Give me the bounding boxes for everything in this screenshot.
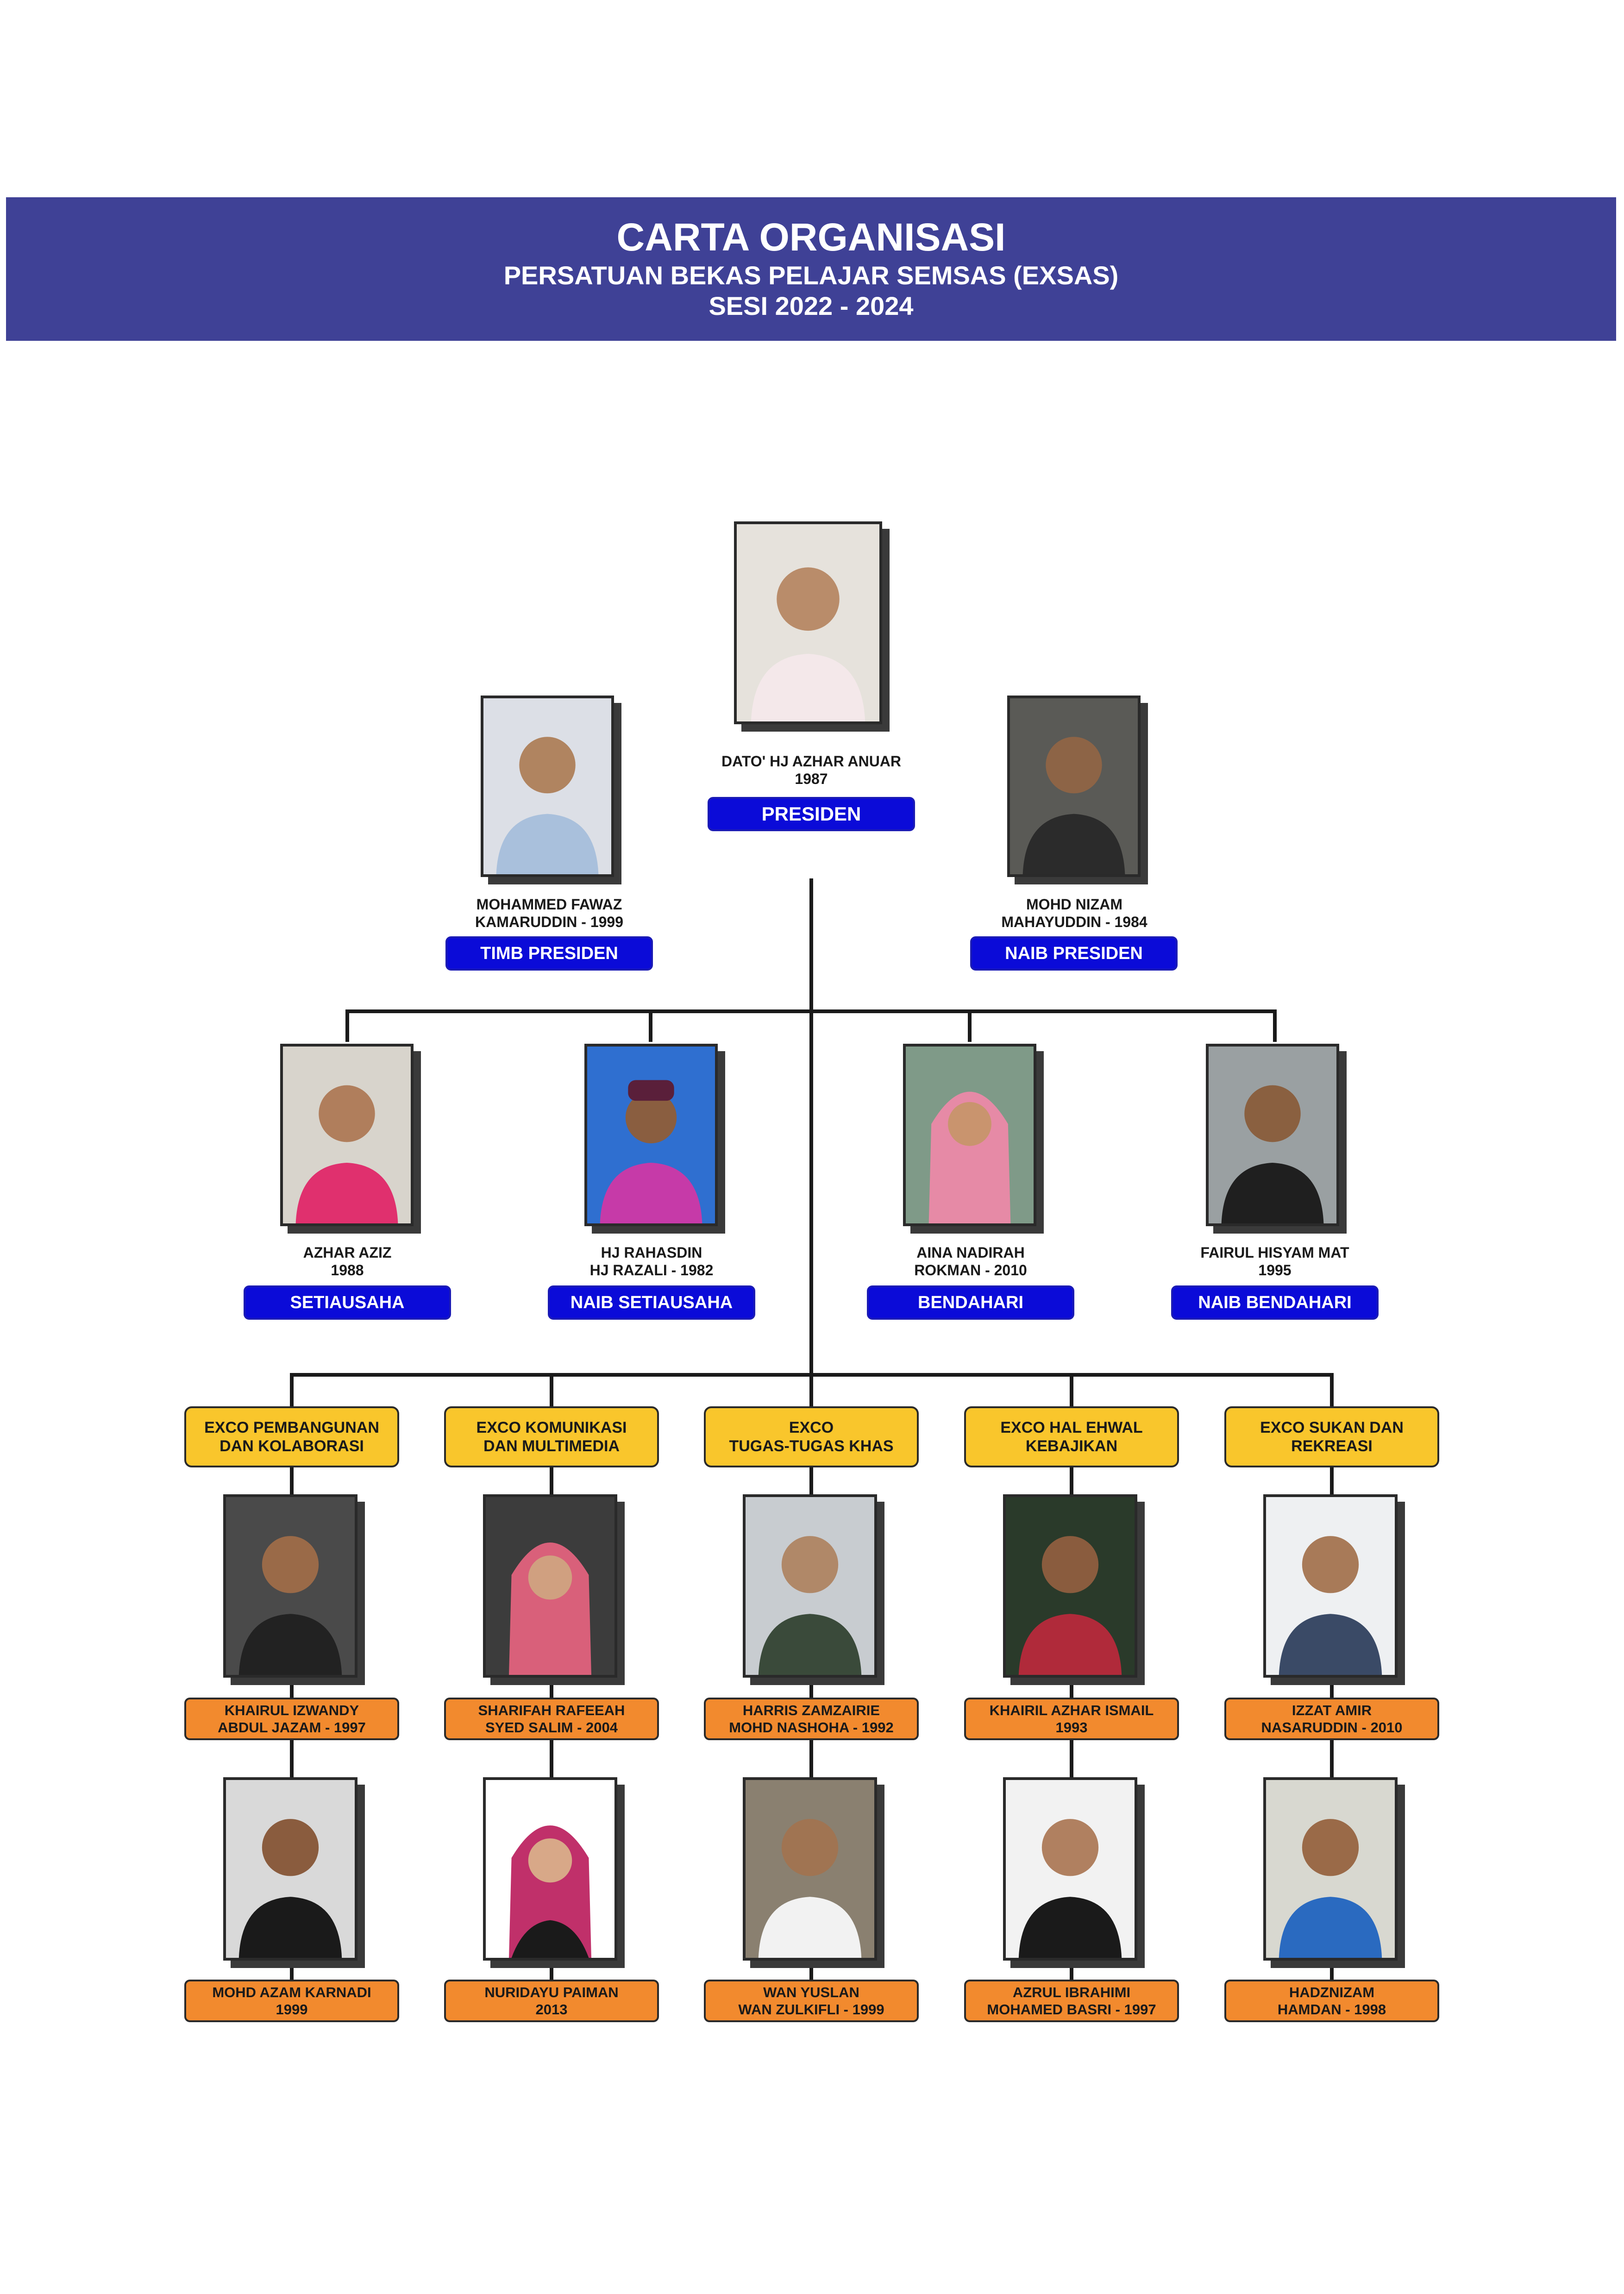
deputy-president-name: MOHAMMED FAWAZ KAMARUDDIN - 1999 (475, 896, 624, 930)
exco-drop-1 (290, 1373, 294, 1406)
exco-member-photo (223, 1494, 357, 1678)
exco-member-photo (223, 1777, 357, 1961)
portrait-placeholder-icon (483, 698, 611, 874)
exco-member-label: MOHD AZAM KARNADI 1999 (184, 1980, 399, 2022)
deputy-president-photo (481, 696, 614, 877)
deputy-president-role-badge: TIMB PRESIDEN (445, 936, 653, 971)
officer-role-badge: NAIB BENDAHARI (1171, 1285, 1379, 1320)
officer-drop-1 (345, 1009, 349, 1042)
exco-member-label: KHAIRUL IZWANDY ABDUL JAZAM - 1997 (184, 1698, 399, 1740)
officer-drop-3 (968, 1009, 972, 1042)
portrait-placeholder-icon (1266, 1497, 1395, 1675)
officers-bar (345, 1009, 1277, 1013)
exco-member-label: AZRUL IBRAHIMI MOHAMED BASRI - 1997 (964, 1980, 1179, 2022)
portrait-placeholder-icon (1006, 1497, 1135, 1675)
portrait-placeholder-icon (587, 1047, 715, 1223)
president-name: DATO' HJ AZHAR ANUAR 1987 (721, 753, 902, 787)
exco-member-photo (1003, 1777, 1137, 1961)
chart-title: CARTA ORGANISASI (616, 215, 1006, 259)
president-role-badge: PRESIDEN (708, 797, 915, 831)
exco-member-photo (1263, 1494, 1398, 1678)
officer-name: HJ RAHASDIN HJ RAZALI - 1982 (589, 1244, 714, 1279)
exco-member-label: SHARIFAH RAFEEAH SYED SALIM - 2004 (444, 1698, 659, 1740)
exco-member-label: KHAIRIL AZHAR ISMAIL 1993 (964, 1698, 1179, 1740)
portrait-placeholder-icon (486, 1780, 614, 1958)
exco-member-photo (743, 1494, 877, 1678)
exco-drop-5 (1330, 1373, 1334, 1406)
vice-president-photo (1007, 696, 1141, 877)
officer-name: FAIRUL HISYAM MAT 1995 (1200, 1244, 1349, 1279)
organization-name: PERSATUAN BEKAS PELAJAR SEMSAS (EXSAS) (503, 261, 1119, 290)
trunk-line (809, 878, 813, 1377)
officer-drop-2 (649, 1009, 652, 1042)
officer-photo (584, 1044, 718, 1226)
exco-drop-3 (809, 1373, 813, 1406)
exco-member-label: IZZAT AMIR NASARUDDIN - 2010 (1224, 1698, 1439, 1740)
officer-name: AZHAR AZIZ 1988 (303, 1244, 392, 1279)
portrait-placeholder-icon (746, 1780, 874, 1958)
officer-name: AINA NADIRAH ROKMAN - 2010 (914, 1244, 1027, 1279)
portrait-placeholder-icon (283, 1047, 411, 1223)
portrait-placeholder-icon (1266, 1780, 1395, 1958)
exco-drop-4 (1070, 1373, 1073, 1406)
portrait-placeholder-icon (1209, 1047, 1336, 1223)
exco-box: EXCO SUKAN DAN REKREASI (1224, 1406, 1439, 1467)
header-banner (6, 197, 1616, 341)
exco-member-photo (743, 1777, 877, 1961)
portrait-placeholder-icon (226, 1497, 355, 1675)
officer-role-badge: SETIAUSAHA (244, 1285, 451, 1320)
officer-role-badge: BENDAHARI (867, 1285, 1074, 1320)
officer-photo (280, 1044, 414, 1226)
officer-drop-4 (1273, 1009, 1277, 1042)
president-photo (734, 521, 882, 724)
exco-drop-2 (550, 1373, 553, 1406)
session-label: SESI 2022 - 2024 (709, 291, 914, 320)
officer-photo (1206, 1044, 1339, 1226)
exco-member-label: HARRIS ZAMZAIRIE MOHD NASHOHA - 1992 (704, 1698, 919, 1740)
exco-member-photo (1263, 1777, 1398, 1961)
exco-box: EXCO HAL EHWAL KEBAJIKAN (964, 1406, 1179, 1467)
exco-member-label: NURIDAYU PAIMAN 2013 (444, 1980, 659, 2022)
exco-box: EXCO TUGAS-TUGAS KHAS (704, 1406, 919, 1467)
portrait-placeholder-icon (906, 1047, 1034, 1223)
portrait-placeholder-icon (226, 1780, 355, 1958)
exco-member-label: HADZNIZAM HAMDAN - 1998 (1224, 1980, 1439, 2022)
exco-member-label: WAN YUSLAN WAN ZULKIFLI - 1999 (704, 1980, 919, 2022)
exco-box: EXCO PEMBANGUNAN DAN KOLABORASI (184, 1406, 399, 1467)
vice-president-role-badge: NAIB PRESIDEN (970, 936, 1178, 971)
portrait-placeholder-icon (1006, 1780, 1135, 1958)
officer-photo (903, 1044, 1036, 1226)
portrait-placeholder-icon (486, 1497, 614, 1675)
portrait-placeholder-icon (746, 1497, 874, 1675)
exco-member-photo (1003, 1494, 1137, 1678)
vice-president-name: MOHD NIZAM MAHAYUDDIN - 1984 (1001, 896, 1147, 930)
exco-member-photo (483, 1777, 617, 1961)
portrait-placeholder-icon (1010, 698, 1138, 874)
exco-box: EXCO KOMUNIKASI DAN MULTIMEDIA (444, 1406, 659, 1467)
exco-member-photo (483, 1494, 617, 1678)
officer-role-badge: NAIB SETIAUSAHA (548, 1285, 755, 1320)
portrait-placeholder-icon (737, 524, 879, 721)
